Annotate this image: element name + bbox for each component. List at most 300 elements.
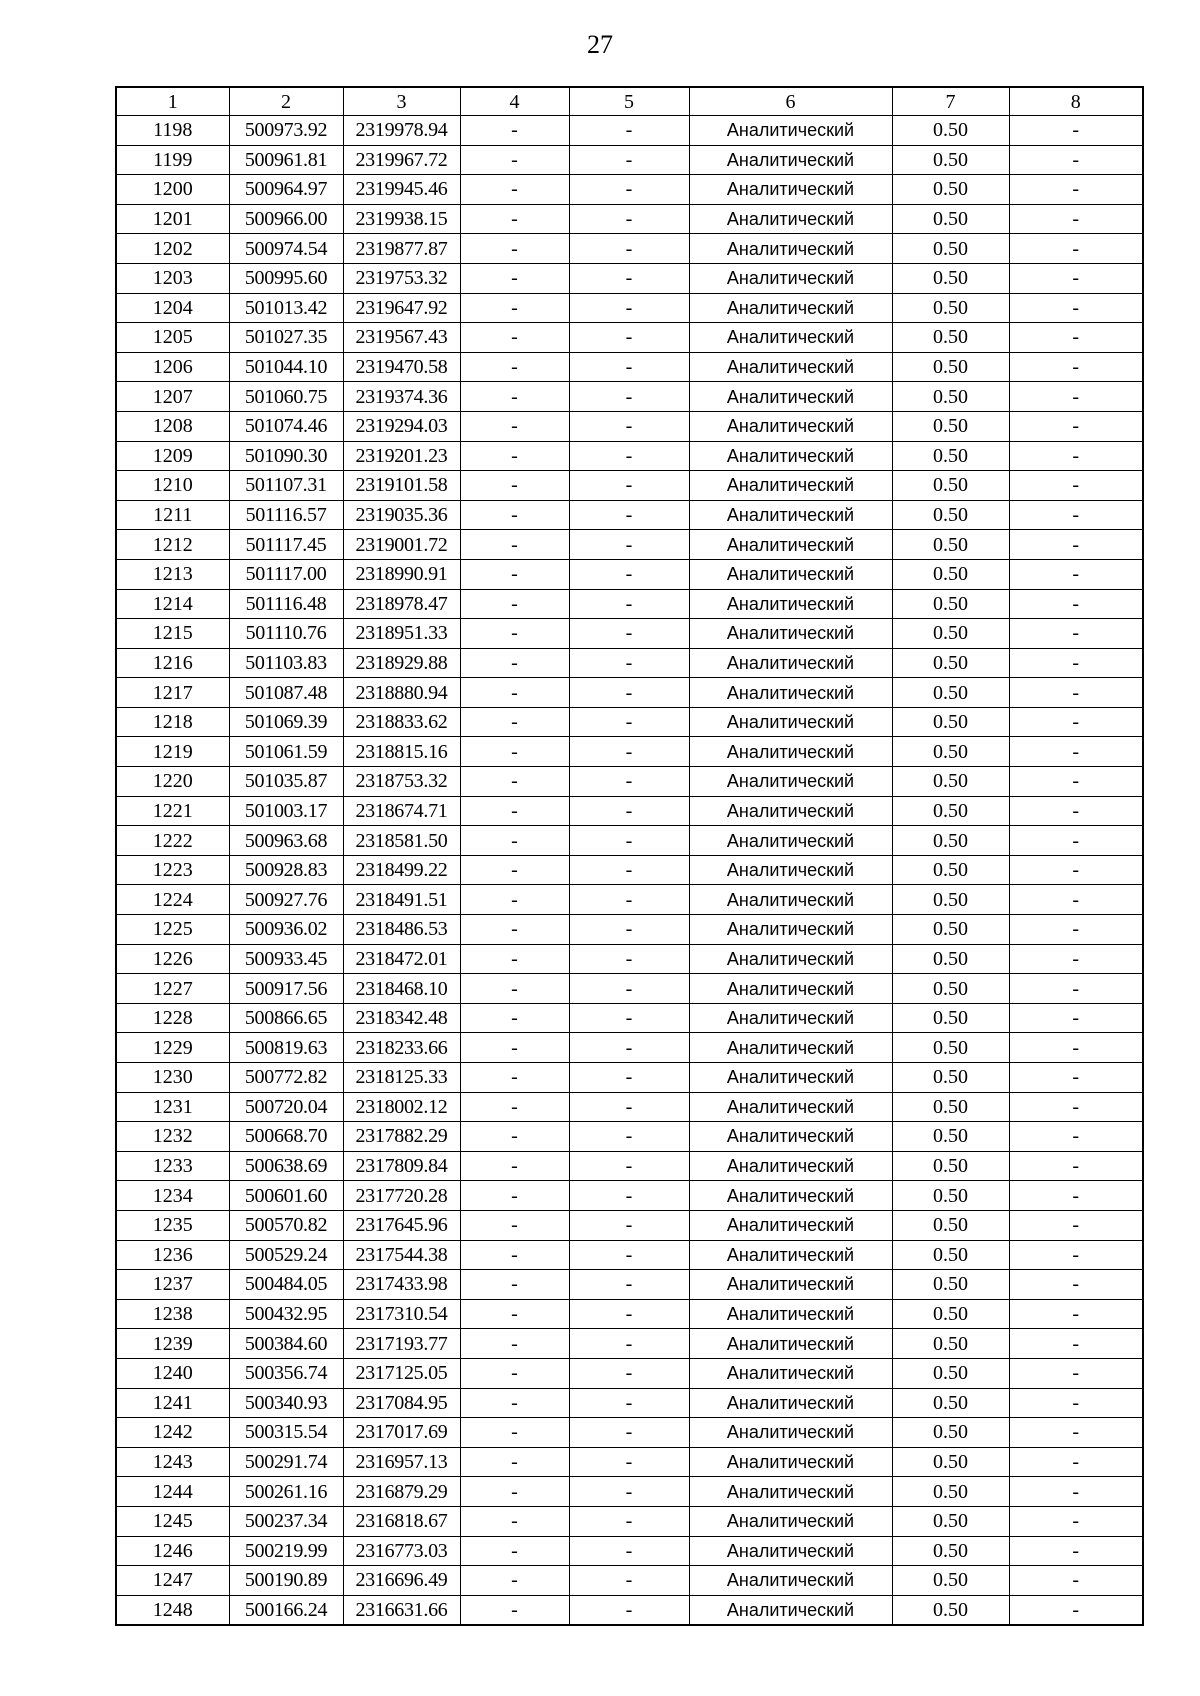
cell-point-number: 1208 <box>116 411 229 441</box>
cell-point-number: 1203 <box>116 263 229 293</box>
cell-y-coordinate: 2316818.67 <box>343 1506 460 1536</box>
cell-method: Аналитический <box>689 441 892 471</box>
cell-point-number: 1209 <box>116 441 229 471</box>
cell-y-coordinate: 2317125.05 <box>343 1358 460 1388</box>
cell-point-number: 1242 <box>116 1418 229 1448</box>
cell-point-number: 1222 <box>116 826 229 856</box>
cell-y-coordinate: 2318951.33 <box>343 619 460 649</box>
cell-accuracy: 0.50 <box>892 1181 1009 1211</box>
cell-accuracy: 0.50 <box>892 471 1009 501</box>
cell-x-coordinate: 500819.63 <box>229 1033 343 1063</box>
cell-col-4-value: - <box>460 530 569 560</box>
cell-point-number: 1226 <box>116 944 229 974</box>
cell-accuracy: 0.50 <box>892 352 1009 382</box>
cell-y-coordinate: 2319945.46 <box>343 175 460 205</box>
cell-point-number: 1206 <box>116 352 229 382</box>
cell-point-number: 1217 <box>116 678 229 708</box>
cell-col-5-value: - <box>569 1092 689 1122</box>
cell-col-4-value: - <box>460 1270 569 1300</box>
cell-x-coordinate: 500237.34 <box>229 1506 343 1536</box>
cell-col-4-value: - <box>460 1122 569 1152</box>
cell-col-4-value: - <box>460 737 569 767</box>
cell-y-coordinate: 2318990.91 <box>343 559 460 589</box>
table-row <box>116 1477 1143 1507</box>
table-row <box>116 885 1143 915</box>
cell-col-8-value: - <box>1009 1210 1143 1240</box>
cell-x-coordinate: 501087.48 <box>229 678 343 708</box>
cell-y-coordinate: 2317645.96 <box>343 1210 460 1240</box>
cell-point-number: 1228 <box>116 1003 229 1033</box>
cell-col-4-value: - <box>460 1210 569 1240</box>
cell-point-number: 1243 <box>116 1447 229 1477</box>
cell-col-5-value: - <box>569 1595 689 1625</box>
cell-y-coordinate: 2319567.43 <box>343 323 460 353</box>
cell-y-coordinate: 2317720.28 <box>343 1181 460 1211</box>
cell-col-8-value: - <box>1009 530 1143 560</box>
cell-col-8-value: - <box>1009 352 1143 382</box>
table-header <box>116 87 1143 116</box>
cell-col-8-value: - <box>1009 471 1143 501</box>
cell-accuracy: 0.50 <box>892 826 1009 856</box>
cell-x-coordinate: 501110.76 <box>229 619 343 649</box>
table-row <box>116 116 1143 146</box>
cell-col-5-value: - <box>569 1299 689 1329</box>
table-row <box>116 826 1143 856</box>
cell-accuracy: 0.50 <box>892 1210 1009 1240</box>
cell-point-number: 1212 <box>116 530 229 560</box>
cell-col-4-value: - <box>460 411 569 441</box>
table-row <box>116 1358 1143 1388</box>
table-row <box>116 382 1143 412</box>
cell-col-5-value: - <box>569 944 689 974</box>
cell-col-4-value: - <box>460 116 569 146</box>
table-row <box>116 1595 1143 1625</box>
cell-method: Аналитический <box>689 293 892 323</box>
cell-col-8-value: - <box>1009 1240 1143 1270</box>
cell-col-8-value: - <box>1009 1388 1143 1418</box>
cell-y-coordinate: 2316631.66 <box>343 1595 460 1625</box>
cell-method: Аналитический <box>689 1536 892 1566</box>
cell-method: Аналитический <box>689 589 892 619</box>
cell-accuracy: 0.50 <box>892 1240 1009 1270</box>
cell-col-5-value: - <box>569 826 689 856</box>
cell-col-5-value: - <box>569 204 689 234</box>
cell-col-8-value: - <box>1009 1299 1143 1329</box>
cell-col-8-value: - <box>1009 1122 1143 1152</box>
cell-accuracy: 0.50 <box>892 1063 1009 1093</box>
cell-col-5-value: - <box>569 885 689 915</box>
cell-x-coordinate: 500261.16 <box>229 1477 343 1507</box>
cell-x-coordinate: 501116.48 <box>229 589 343 619</box>
cell-method: Аналитический <box>689 1506 892 1536</box>
cell-col-8-value: - <box>1009 175 1143 205</box>
cell-col-8-value: - <box>1009 500 1143 530</box>
cell-x-coordinate: 500356.74 <box>229 1358 343 1388</box>
cell-method: Аналитический <box>689 1447 892 1477</box>
cell-point-number: 1227 <box>116 974 229 1004</box>
cell-col-8-value: - <box>1009 1151 1143 1181</box>
cell-col-5-value: - <box>569 915 689 945</box>
cell-y-coordinate: 2319967.72 <box>343 145 460 175</box>
cell-col-5-value: - <box>569 1477 689 1507</box>
cell-accuracy: 0.50 <box>892 1477 1009 1507</box>
cell-x-coordinate: 500190.89 <box>229 1566 343 1596</box>
cell-x-coordinate: 501090.30 <box>229 441 343 471</box>
table-row <box>116 352 1143 382</box>
cell-y-coordinate: 2319001.72 <box>343 530 460 560</box>
cell-col-8-value: - <box>1009 1063 1143 1093</box>
cell-col-4-value: - <box>460 559 569 589</box>
cell-col-4-value: - <box>460 1151 569 1181</box>
cell-x-coordinate: 501060.75 <box>229 382 343 412</box>
cell-col-4-value: - <box>460 323 569 353</box>
cell-y-coordinate: 2316879.29 <box>343 1477 460 1507</box>
cell-x-coordinate: 501069.39 <box>229 707 343 737</box>
cell-x-coordinate: 501003.17 <box>229 796 343 826</box>
table-row <box>116 1033 1143 1063</box>
cell-col-4-value: - <box>460 974 569 1004</box>
cell-method: Аналитический <box>689 1477 892 1507</box>
cell-col-5-value: - <box>569 1447 689 1477</box>
cell-method: Аналитический <box>689 944 892 974</box>
table-row <box>116 648 1143 678</box>
cell-col-4-value: - <box>460 1566 569 1596</box>
cell-point-number: 1235 <box>116 1210 229 1240</box>
cell-x-coordinate: 500219.99 <box>229 1536 343 1566</box>
table-row <box>116 796 1143 826</box>
cell-x-coordinate: 500973.92 <box>229 116 343 146</box>
cell-point-number: 1218 <box>116 707 229 737</box>
cell-col-8-value: - <box>1009 1329 1143 1359</box>
cell-point-number: 1201 <box>116 204 229 234</box>
cell-col-4-value: - <box>460 678 569 708</box>
cell-col-4-value: - <box>460 648 569 678</box>
table-row <box>116 145 1143 175</box>
cell-method: Аналитический <box>689 1210 892 1240</box>
cell-accuracy: 0.50 <box>892 767 1009 797</box>
cell-y-coordinate: 2318491.51 <box>343 885 460 915</box>
cell-point-number: 1202 <box>116 234 229 264</box>
cell-col-8-value: - <box>1009 293 1143 323</box>
cell-col-8-value: - <box>1009 1536 1143 1566</box>
cell-x-coordinate: 501107.31 <box>229 471 343 501</box>
cell-method: Аналитический <box>689 796 892 826</box>
cell-y-coordinate: 2317544.38 <box>343 1240 460 1270</box>
cell-col-5-value: - <box>569 1033 689 1063</box>
table-row <box>116 1122 1143 1152</box>
table-row <box>116 530 1143 560</box>
table-row <box>116 411 1143 441</box>
cell-accuracy: 0.50 <box>892 293 1009 323</box>
cell-method: Аналитический <box>689 530 892 560</box>
header-cell-3: 3 <box>343 87 460 116</box>
table-row <box>116 1181 1143 1211</box>
cell-x-coordinate: 500384.60 <box>229 1329 343 1359</box>
cell-x-coordinate: 500484.05 <box>229 1270 343 1300</box>
cell-accuracy: 0.50 <box>892 263 1009 293</box>
cell-accuracy: 0.50 <box>892 796 1009 826</box>
cell-method: Аналитический <box>689 175 892 205</box>
cell-x-coordinate: 500974.54 <box>229 234 343 264</box>
cell-x-coordinate: 500927.76 <box>229 885 343 915</box>
header-cell-7: 7 <box>892 87 1009 116</box>
cell-col-5-value: - <box>569 411 689 441</box>
table-row <box>116 500 1143 530</box>
cell-method: Аналитический <box>689 974 892 1004</box>
cell-col-8-value: - <box>1009 826 1143 856</box>
header-cell-4: 4 <box>460 87 569 116</box>
table-row <box>116 263 1143 293</box>
cell-y-coordinate: 2318002.12 <box>343 1092 460 1122</box>
cell-accuracy: 0.50 <box>892 1506 1009 1536</box>
cell-x-coordinate: 500529.24 <box>229 1240 343 1270</box>
cell-accuracy: 0.50 <box>892 530 1009 560</box>
cell-col-4-value: - <box>460 1358 569 1388</box>
cell-col-5-value: - <box>569 1358 689 1388</box>
cell-x-coordinate: 500772.82 <box>229 1063 343 1093</box>
cell-method: Аналитический <box>689 1566 892 1596</box>
cell-y-coordinate: 2318499.22 <box>343 855 460 885</box>
cell-col-5-value: - <box>569 855 689 885</box>
cell-method: Аналитический <box>689 737 892 767</box>
cell-y-coordinate: 2318125.33 <box>343 1063 460 1093</box>
cell-accuracy: 0.50 <box>892 1270 1009 1300</box>
table-row <box>116 1210 1143 1240</box>
cell-col-5-value: - <box>569 500 689 530</box>
cell-method: Аналитический <box>689 1033 892 1063</box>
cell-x-coordinate: 501117.45 <box>229 530 343 560</box>
cell-col-5-value: - <box>569 589 689 619</box>
cell-x-coordinate: 501013.42 <box>229 293 343 323</box>
cell-method: Аналитический <box>689 352 892 382</box>
cell-accuracy: 0.50 <box>892 1092 1009 1122</box>
header-cell-2: 2 <box>229 87 343 116</box>
cell-col-5-value: - <box>569 1506 689 1536</box>
cell-method: Аналитический <box>689 559 892 589</box>
cell-col-4-value: - <box>460 234 569 264</box>
cell-point-number: 1200 <box>116 175 229 205</box>
cell-accuracy: 0.50 <box>892 974 1009 1004</box>
table-row <box>116 767 1143 797</box>
cell-x-coordinate: 500936.02 <box>229 915 343 945</box>
cell-col-4-value: - <box>460 1536 569 1566</box>
table-row <box>116 1536 1143 1566</box>
cell-x-coordinate: 501061.59 <box>229 737 343 767</box>
table-row <box>116 1506 1143 1536</box>
cell-y-coordinate: 2317017.69 <box>343 1418 460 1448</box>
cell-col-8-value: - <box>1009 1418 1143 1448</box>
cell-method: Аналитический <box>689 263 892 293</box>
cell-x-coordinate: 501027.35 <box>229 323 343 353</box>
cell-x-coordinate: 500964.97 <box>229 175 343 205</box>
cell-method: Аналитический <box>689 1240 892 1270</box>
table-row <box>116 619 1143 649</box>
cell-col-4-value: - <box>460 1329 569 1359</box>
cell-col-4-value: - <box>460 1092 569 1122</box>
table-body <box>116 116 1143 1626</box>
table-row <box>116 737 1143 767</box>
header-cell-5: 5 <box>569 87 689 116</box>
cell-col-8-value: - <box>1009 915 1143 945</box>
table-row <box>116 1003 1143 1033</box>
cell-point-number: 1229 <box>116 1033 229 1063</box>
cell-col-5-value: - <box>569 471 689 501</box>
cell-accuracy: 0.50 <box>892 1566 1009 1596</box>
cell-col-5-value: - <box>569 1063 689 1093</box>
cell-point-number: 1237 <box>116 1270 229 1300</box>
header-cell-8: 8 <box>1009 87 1143 116</box>
table-row <box>116 234 1143 264</box>
cell-col-8-value: - <box>1009 559 1143 589</box>
cell-accuracy: 0.50 <box>892 1033 1009 1063</box>
cell-accuracy: 0.50 <box>892 678 1009 708</box>
header-cell-1: 1 <box>116 87 229 116</box>
cell-col-5-value: - <box>569 323 689 353</box>
cell-y-coordinate: 2317310.54 <box>343 1299 460 1329</box>
cell-col-8-value: - <box>1009 1447 1143 1477</box>
cell-col-5-value: - <box>569 1566 689 1596</box>
cell-col-5-value: - <box>569 145 689 175</box>
cell-y-coordinate: 2318833.62 <box>343 707 460 737</box>
cell-col-4-value: - <box>460 1388 569 1418</box>
cell-point-number: 1236 <box>116 1240 229 1270</box>
cell-x-coordinate: 500638.69 <box>229 1151 343 1181</box>
cell-x-coordinate: 500961.81 <box>229 145 343 175</box>
cell-point-number: 1199 <box>116 145 229 175</box>
cell-x-coordinate: 500315.54 <box>229 1418 343 1448</box>
cell-method: Аналитический <box>689 885 892 915</box>
cell-x-coordinate: 500166.24 <box>229 1595 343 1625</box>
cell-accuracy: 0.50 <box>892 1122 1009 1152</box>
cell-col-8-value: - <box>1009 648 1143 678</box>
coordinates-table <box>115 86 1144 1626</box>
cell-col-8-value: - <box>1009 974 1143 1004</box>
cell-method: Аналитический <box>689 323 892 353</box>
cell-col-4-value: - <box>460 1447 569 1477</box>
cell-col-8-value: - <box>1009 589 1143 619</box>
cell-col-4-value: - <box>460 441 569 471</box>
cell-x-coordinate: 501044.10 <box>229 352 343 382</box>
cell-point-number: 1207 <box>116 382 229 412</box>
cell-method: Аналитический <box>689 1595 892 1625</box>
cell-method: Аналитический <box>689 826 892 856</box>
cell-accuracy: 0.50 <box>892 589 1009 619</box>
cell-col-5-value: - <box>569 678 689 708</box>
cell-col-4-value: - <box>460 885 569 915</box>
cell-col-4-value: - <box>460 1595 569 1625</box>
cell-col-8-value: - <box>1009 678 1143 708</box>
cell-y-coordinate: 2317882.29 <box>343 1122 460 1152</box>
cell-col-5-value: - <box>569 767 689 797</box>
cell-col-5-value: - <box>569 175 689 205</box>
cell-col-4-value: - <box>460 1240 569 1270</box>
table-row <box>116 944 1143 974</box>
cell-col-4-value: - <box>460 619 569 649</box>
cell-col-5-value: - <box>569 382 689 412</box>
cell-col-5-value: - <box>569 559 689 589</box>
cell-col-5-value: - <box>569 1536 689 1566</box>
table-row <box>116 707 1143 737</box>
cell-y-coordinate: 2319035.36 <box>343 500 460 530</box>
cell-col-8-value: - <box>1009 1003 1143 1033</box>
cell-accuracy: 0.50 <box>892 648 1009 678</box>
cell-y-coordinate: 2318978.47 <box>343 589 460 619</box>
cell-col-8-value: - <box>1009 1477 1143 1507</box>
cell-y-coordinate: 2318674.71 <box>343 796 460 826</box>
cell-col-4-value: - <box>460 1063 569 1093</box>
cell-point-number: 1219 <box>116 737 229 767</box>
cell-x-coordinate: 500963.68 <box>229 826 343 856</box>
cell-point-number: 1233 <box>116 1151 229 1181</box>
cell-col-4-value: - <box>460 855 569 885</box>
cell-col-4-value: - <box>460 204 569 234</box>
cell-method: Аналитический <box>689 855 892 885</box>
cell-accuracy: 0.50 <box>892 1595 1009 1625</box>
table-row <box>116 323 1143 353</box>
cell-y-coordinate: 2318233.66 <box>343 1033 460 1063</box>
cell-accuracy: 0.50 <box>892 707 1009 737</box>
cell-col-4-value: - <box>460 1003 569 1033</box>
header-cell-6: 6 <box>689 87 892 116</box>
cell-x-coordinate: 500933.45 <box>229 944 343 974</box>
cell-accuracy: 0.50 <box>892 1151 1009 1181</box>
cell-col-4-value: - <box>460 382 569 412</box>
cell-point-number: 1225 <box>116 915 229 945</box>
cell-point-number: 1204 <box>116 293 229 323</box>
cell-col-4-value: - <box>460 1418 569 1448</box>
cell-y-coordinate: 2317084.95 <box>343 1388 460 1418</box>
cell-col-4-value: - <box>460 767 569 797</box>
cell-y-coordinate: 2319470.58 <box>343 352 460 382</box>
cell-point-number: 1248 <box>116 1595 229 1625</box>
table-row <box>116 1240 1143 1270</box>
cell-x-coordinate: 500570.82 <box>229 1210 343 1240</box>
cell-method: Аналитический <box>689 678 892 708</box>
cell-y-coordinate: 2319877.87 <box>343 234 460 264</box>
cell-x-coordinate: 500668.70 <box>229 1122 343 1152</box>
cell-method: Аналитический <box>689 619 892 649</box>
table-row <box>116 1151 1143 1181</box>
cell-point-number: 1241 <box>116 1388 229 1418</box>
cell-col-5-value: - <box>569 974 689 1004</box>
cell-col-5-value: - <box>569 737 689 767</box>
cell-y-coordinate: 2319374.36 <box>343 382 460 412</box>
cell-method: Аналитический <box>689 1329 892 1359</box>
cell-col-4-value: - <box>460 1181 569 1211</box>
cell-y-coordinate: 2319647.92 <box>343 293 460 323</box>
cell-col-8-value: - <box>1009 234 1143 264</box>
cell-x-coordinate: 500866.65 <box>229 1003 343 1033</box>
header-row <box>116 87 1143 116</box>
cell-accuracy: 0.50 <box>892 1418 1009 1448</box>
cell-col-8-value: - <box>1009 411 1143 441</box>
cell-point-number: 1238 <box>116 1299 229 1329</box>
cell-point-number: 1223 <box>116 855 229 885</box>
cell-accuracy: 0.50 <box>892 1329 1009 1359</box>
table-row <box>116 175 1143 205</box>
cell-col-4-value: - <box>460 263 569 293</box>
cell-method: Аналитический <box>689 1270 892 1300</box>
cell-x-coordinate: 501117.00 <box>229 559 343 589</box>
cell-accuracy: 0.50 <box>892 885 1009 915</box>
cell-y-coordinate: 2317809.84 <box>343 1151 460 1181</box>
cell-point-number: 1216 <box>116 648 229 678</box>
cell-accuracy: 0.50 <box>892 1447 1009 1477</box>
cell-col-4-value: - <box>460 500 569 530</box>
cell-accuracy: 0.50 <box>892 145 1009 175</box>
cell-accuracy: 0.50 <box>892 1299 1009 1329</box>
cell-col-5-value: - <box>569 263 689 293</box>
